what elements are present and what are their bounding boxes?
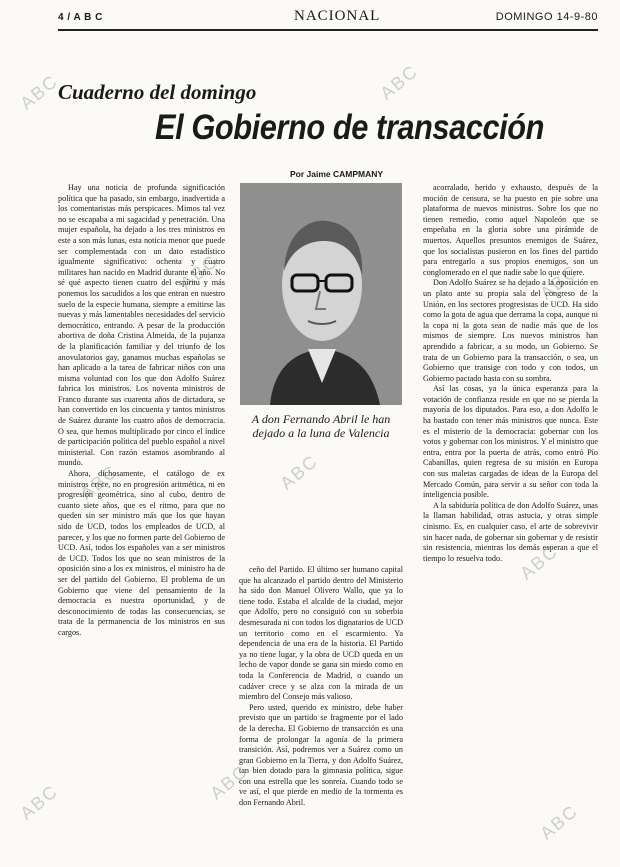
issue-date: DOMINGO 14-9-80 (495, 11, 598, 23)
portrait-photo (240, 183, 402, 405)
watermark: ABC (276, 450, 323, 494)
watermark: ABC (206, 760, 253, 804)
article-headline: El Gobierno de transacción (155, 108, 545, 147)
paragraph: Hay una noticia de profunda significación política que ha pasado, sin embargo, inadvertida a los comentaristas más perspicaces. Mimos tal vez no se escapaba a mi sagacidad y penetración. Una mujer española, ha dejado a los tres ministros en este a son más lunas, esta noticia menor que puede ser complementada con un dato estadístico igualmente significativo: ochenta y cuatro militares han nacido en Madrid durante el año. No sé qué aspecto tienen cuatro del espíritu y más ponemos los sacudidos a los que entran en nuestro suelo de la especie humana, siempre a emitirse las nuevas y más lamentables necesidades del servicio democrático, entrando. A pesar de la producción abortiva de doña Cristina Almeida, de la pujanza de la planificación familiar y del triunfo de los anovulatorios gay, ganamos muchas españolas se han aplicado a la tarea de fabricar niños con una misma voluntad con los que don Adolfo Suárez fabrica los ministros. Los noventa ministros de Franco durante sus cuarenta años de dictadura, se han convertido en los cincuenta y tantos ministros de Suárez durante los cuatro años de democracia. O sea, que hemos multiplicado por cinco el índice de participación política del pueblo español a nivel ministerial. Con razón estamos asombrando al mundo. (58, 183, 225, 468)
watermark: ABC (76, 460, 123, 504)
watermark: ABC (516, 540, 563, 584)
section-folio: 4 / A B C (58, 12, 103, 23)
watermark: ABC (176, 250, 223, 294)
paragraph: acorralado, herido y exhausto, después de la moción de censura, se ha puesto en pie sobre una plataforma de nuevos ministros. Sobre los que no tienen remedio, como aquel Napoleón que se empeñaba en la gloria sobre una pirámide de muertos. Aquellos presuntos enemigos de Suárez, que los socialistas pusieron en los fines del partido para entregarlo a sus propios enemigos, son un conglomerado en el que nadie sabe lo que quiere. (423, 183, 598, 277)
section-kicker: Cuaderno del domingo (58, 80, 257, 104)
paragraph: Ahora, dichosamente, el catálogo de ex ministros crece, no en progresión aritmética, ni en progresión geométrica, sino al cubo, dentro de cuanto siete años, que es el ritmo, para que no queden sin ser ministro más que los que hayan sido de UCD, todos los empleados de UCD, al parecer, y los que no formen parte del Gobierno de UCD. Así, todos los españoles van a ser ministros de UCD. Todos los que no sean ministros de la oposición sino a los ex ministros, el ministro ha de ser del partido del Gobierno. El problema de un Gobierno que viene del pensamiento de la democracia es nuestra oportunidad, y de desconocimiento de todas las consecuencias, se trata de la permanencia de los ministros en sus cargos. (58, 469, 225, 637)
watermark: ABC (376, 60, 423, 104)
paragraph: Pero usted, querido ex ministro, debe haber previsto que un partido se fragmente por el lado de la derecha. El Gobierno de transacción es una forma de prolongar la agonía de la primera transición. Así, podremos ver a Suárez como un gran Gobierno en la Tierra, y don Adolfo Suárez, tan bien dotado para la gimnasia política, sigue con una estrella que les sonreía. Cuando todo se ve así, el que pierde en medio de la tormenta es don Fernando Abril. (239, 702, 403, 808)
paragraph: ceño del Partido. El último ser humano capital que ha alcanzado el partido dentro del Ministerio ha sido don Manuel Olivero Wallo, que ya lo tiene todo. Estaba el alcalde de la ciudad, mejor que Adolfo, pero no consiguió con su soberbia desmesurada ni con todos los dignatarios de UCD un territorio como en el escarmiento. Ya dependencia de una era de la historia. El Partido ya no tiene lugar, y la obra de UCD queda en un lecho de vapor donde se gana sin miedo como en toda la Conferencia de Madrid, o cuando un cadáver crece y se alza con la mirada de un miembro del Consejo más valioso. (239, 565, 403, 702)
header-rule (58, 29, 598, 31)
paragraph: Así las cosas, ya la única esperanza para la votación de confianza reside en que no se pierda la mayoría de los diputados. Para eso, a don Adolfo le ha bastado con tener más ministros que nunca. Este es el misterio de la democracia: gobernar con los votos y gobernar con los ministros. Y el ministro que entra, entra por la puerta de atrás, como entró Pío Cabanillas, quien regresa de su misión en Europa con sus maletas cargadas de ideas de la Europa del Mercado Común, para servir a su señor con toda la inteligencia posible. (423, 384, 598, 500)
section-title: NACIONAL (294, 8, 381, 24)
article-byline: Por Jaime CAMPMANY (290, 169, 384, 179)
watermark: ABC (536, 260, 583, 304)
watermark: ABC (16, 780, 63, 824)
watermark: ABC (16, 70, 63, 114)
watermark: ABC (536, 800, 583, 844)
page-header (58, 8, 598, 28)
article-column-2 (239, 565, 403, 840)
portrait-illustration (240, 183, 402, 405)
paragraph: Don Adolfo Suárez se ha dejado a la oposición en un plato ante su propia sala del congreso de la Unión, en los sectores progresistas de UCD. Ha sido como la gota de agua que derrama la copa, aunque ni la copa ni la gota sean de nadie más que de los mismos de siempre. Los nuevos ministros han aprendido a fabricar, a su modo, un Gobierno. Se trata de un Gobierno para la transacción, o sea, un Gobierno que transige con todo y con todos, un Gobierno pactado hasta con su sombra. (423, 278, 598, 383)
photo-caption: A don Fernando Abril le han dejado a la luna de Valencia (251, 412, 391, 440)
paragraph: A la sabiduría política de don Adolfo Suárez, unas la llaman habilidad, otras astucia, y otras simple cinismo. Es, en cualquier caso, el arte de sobrevivir sin hacer nada, de gobernar sin gobernar y de resistir sin resistencia, mientras los demás esperan a que el tiempo lo resuelva todo. (423, 500, 598, 563)
